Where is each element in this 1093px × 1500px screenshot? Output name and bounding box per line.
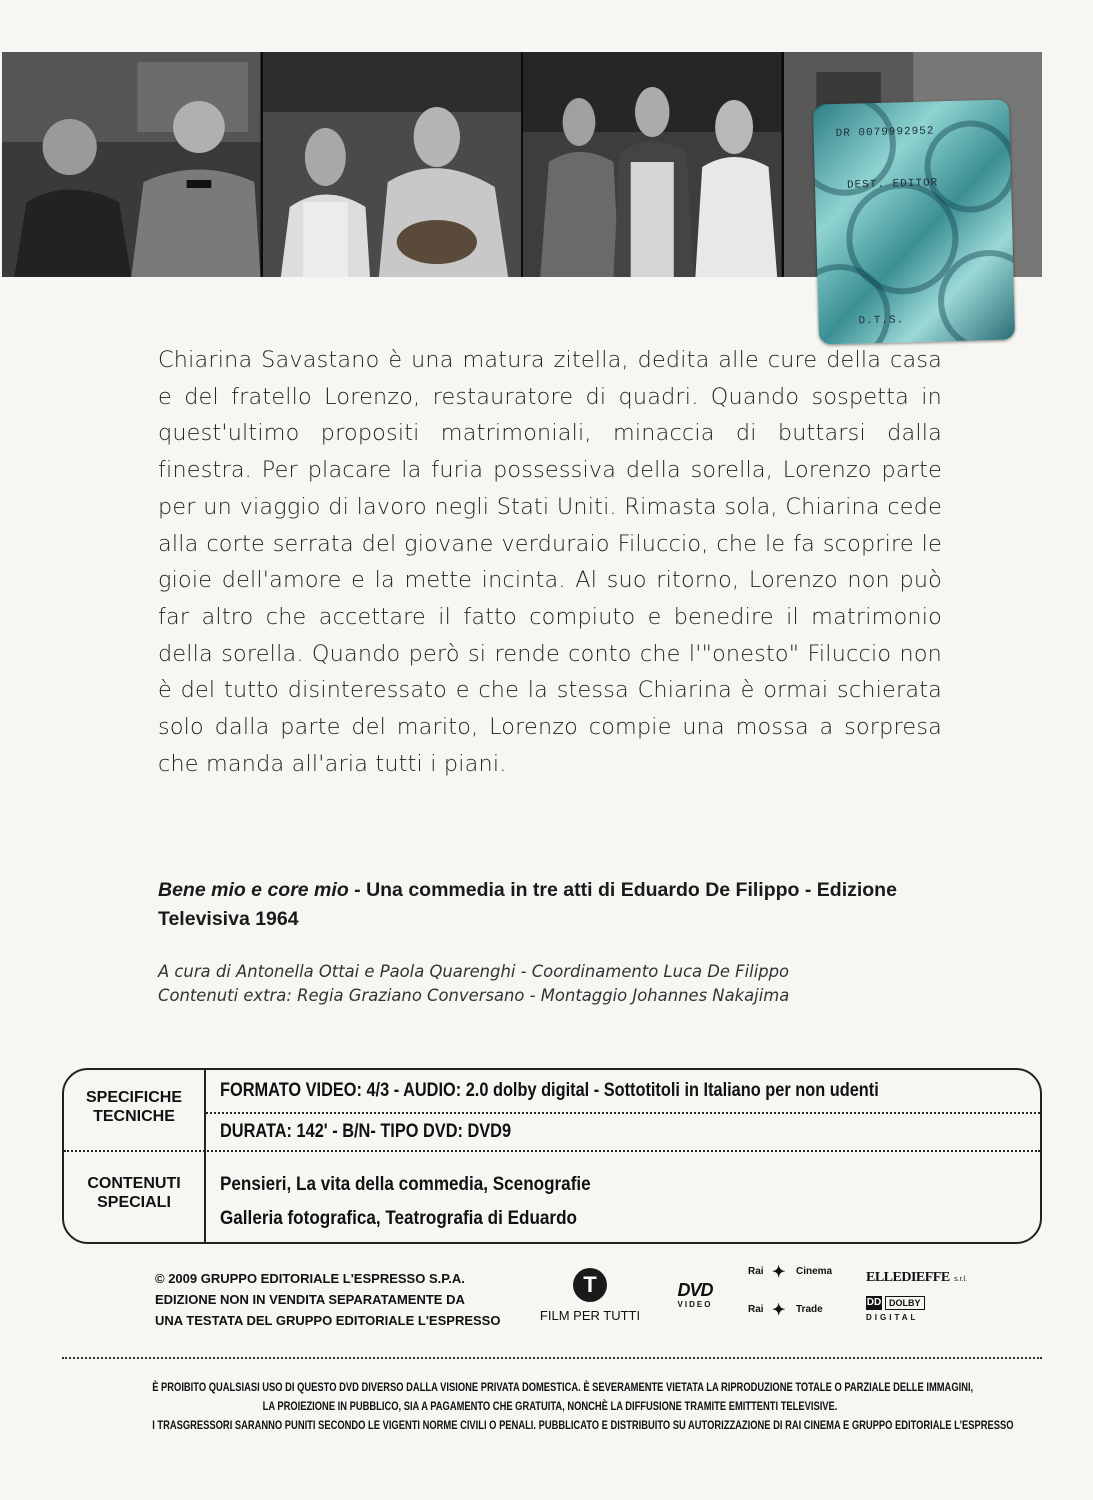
elledieffe-logo: ELLEDIEFFE s.r.l. xyxy=(866,1270,967,1285)
film-per-tutti-icon: T xyxy=(573,1268,607,1302)
dvd-sub: VIDEO xyxy=(677,1300,713,1309)
specs-extra-label: CONTENUTI SPECIALI xyxy=(87,1175,181,1211)
specs-box xyxy=(62,1068,1042,1244)
credits xyxy=(158,960,958,1008)
copyright-text: © 2009 GRUPPO EDITORIALE L'ESPRESSO S.P.A. xyxy=(155,1271,465,1286)
legal-line: I TRASGRESSORI SARANNO PUNITI SECONDO LE VIGENTI NORME CIVILI O PENALI. PUBBLICATO E DISTRIBUITO SU AUTORIZZAZIONE DI RAI CINEMA E GRUPPO EDITORIALE L'ESPRESSO xyxy=(152,1418,1014,1432)
rai-star-icon: ✦ xyxy=(772,1264,786,1281)
hologram-serial: DR 0079992952 xyxy=(835,125,935,141)
dolby-digital-logo: DD DOLBY DIGITAL xyxy=(866,1296,946,1322)
specs-divider xyxy=(204,1070,206,1242)
specs-extra-line-2: Galleria fotografica, Teatrografia di Eduardo xyxy=(220,1208,577,1229)
film-per-tutti-label: FILM PER TUTTI xyxy=(539,1308,641,1323)
publisher-line: UNA TESTATA DEL GRUPPO EDITORIALE L'ESPRESSO xyxy=(155,1313,501,1328)
specs-separator xyxy=(64,1150,1040,1152)
dolby-icon: DD xyxy=(866,1297,882,1308)
title-line xyxy=(158,876,948,934)
legal-line: LA PROIEZIONE IN PUBBLICO, SIA A PAGAMENTO CHE GRATUITA, NONCHÈ LA DIFFUSIONE TRAMITE EMITTENTI TELEVISIVE. xyxy=(262,1399,838,1413)
specs-extra-line-1: Pensieri, La vita della commedia, Scenografie xyxy=(220,1174,591,1195)
title-description: - Una commedia in tre atti di Eduardo De Filippo - Edizione Televisiva 1964 xyxy=(158,879,897,930)
photo-frame xyxy=(2,52,261,277)
legal-line: È PROIBITO QUALSIASI USO DI QUESTO DVD DIVERSO DALLA VISIONE PRIVATA DOMESTICA. È SEVERAMENTE VIETATA LA RIPRODUZIONE TOTALE O PARZIALE DELLE IMMAGINI, xyxy=(152,1380,974,1394)
specs-tech-line-2: DURATA: 142' - B/N- TIPO DVD: DVD9 xyxy=(220,1121,512,1142)
hologram-edition: DEST. EDITOR xyxy=(846,177,939,192)
legal-separator xyxy=(62,1357,1042,1359)
synopsis-text: Chiarina Savastano è una matura zitella, dedita alle cure della casa e del fratello Lorenzo, restauratore di quadri. Quando sospetta in quest'ultimo propositi matrimoniali, minaccia di buttarsi dalla finestra. Per placare la furia possessiva della sorella, Lorenzo parte per un viaggio di lavoro negli Stati Uniti. Rimasta sola, Chiarina cede alla corte serrata del giovane verduraio Filuccio, che le fa scoprire le gioie dell'amore e la mette incinta. Al suo ritorno, Lorenzo non può far altro che accettare il fatto compiuto e benedire il matrimonio della sorella. Quando però si rende conto che l'"onesto" Filuccio non è del tutto disinteressato e che la stessa Chiarina è ormai schierata solo dalla parte del marito, Lorenzo compie una mossa a sorpresa che manda all'aria tutti i piani. xyxy=(158,347,942,777)
hologram-sticker xyxy=(813,99,1015,344)
credits-line: A cura di Antonella Ottai e Paola Quarenghi - Coordinamento Luca De Filippo xyxy=(158,962,790,981)
rai-star-icon: ✦ xyxy=(772,1302,786,1319)
specs-tech-label: SPECIFICHE TECNICHE xyxy=(85,1089,182,1125)
publisher-line: EDIZIONE NON IN VENDITA SEPARATAMENTE DA xyxy=(155,1292,465,1307)
dvd-video-logo xyxy=(662,1280,728,1309)
hologram-footer: D.T.S. xyxy=(858,314,905,328)
photo-frame xyxy=(263,52,522,277)
title-name: Bene mio e core mio xyxy=(158,879,349,901)
dvd-icon: DVD xyxy=(677,1280,713,1300)
specs-tech-line-1: FORMATO VIDEO: 4/3 - AUDIO: 2.0 dolby digital - Sottotitoli in Italiano per non udenti xyxy=(220,1080,879,1101)
credits-line: Contenuti extra: Regia Graziano Conversano - Montaggio Johannes Nakajima xyxy=(158,986,790,1005)
publisher-info xyxy=(155,1268,500,1331)
film-per-tutti-logo xyxy=(535,1268,645,1323)
legal-notice xyxy=(40,1378,1060,1435)
photo-frame xyxy=(523,52,782,277)
specs-row-separator xyxy=(206,1112,1040,1114)
